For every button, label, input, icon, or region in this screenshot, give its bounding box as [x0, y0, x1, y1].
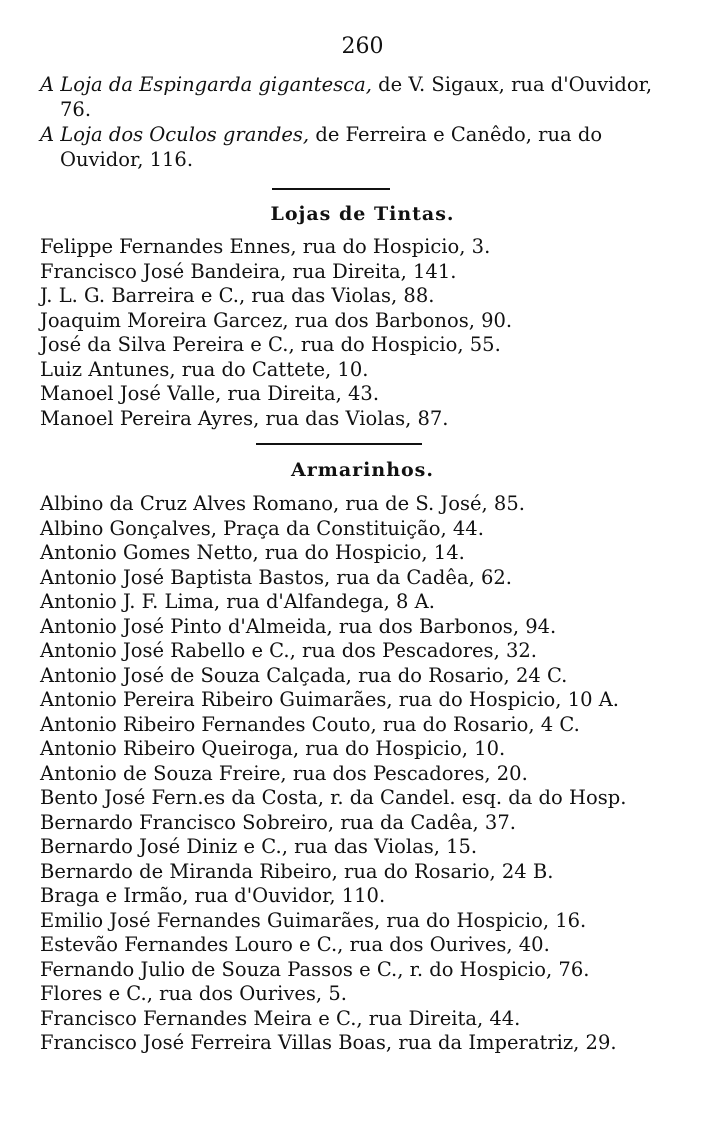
list-item: Bernardo de Miranda Ribeiro, rua do Rosario, 24 B. — [40, 859, 554, 883]
list-item: Felippe Fernandes Ennes, rua do Hospicio, 3. — [40, 235, 491, 258]
list-item: Antonio José Baptista Bastos, rua da Cadêa, 62. — [40, 565, 512, 589]
list-item: Albino Gonçalves, Praça da Constituição, 44. — [40, 516, 484, 540]
list-item: Albino da Cruz Alves Romano, rua de S. José, 85. — [40, 492, 525, 515]
section-heading-armarinhos: Armarinhos. — [290, 459, 434, 481]
intro-entry — [40, 123, 685, 172]
list-item: Antonio de Souza Freire, rua dos Pescadores, 20. — [40, 761, 528, 785]
section-divider — [272, 188, 390, 190]
list-item: Francisco Fernandes Meira e C., rua Direita, 44. — [40, 1006, 521, 1030]
intro-entry — [40, 73, 685, 122]
list-item: Luiz Antunes, rua do Cattete, 10. — [40, 357, 369, 381]
list-item: J. L. G. Barreira e C., rua das Violas, 88. — [40, 284, 435, 307]
list-item: Antonio José Pinto d'Almeida, rua dos Barbonos, 94. — [40, 614, 557, 638]
list-item: Manoel Pereira Ayres, rua das Violas, 87. — [40, 406, 449, 430]
shop-details: de Ferreira e Canêdo, rua do Ouvidor, 116. — [60, 123, 603, 171]
list-item: Braga e Irmão, rua d'Ouvidor, 110. — [40, 884, 386, 907]
shop-name: A Loja dos Oculos grandes, — [40, 123, 310, 146]
shop-name: A Loja da Espingarda gigantesca, — [40, 73, 372, 96]
shop-details: de V. Sigaux, rua d'Ouvidor, 76. — [60, 73, 653, 121]
list-item: Antonio Pereira Ribeiro Guimarães, rua do Hospicio, 10 A. — [40, 688, 619, 711]
list-item: Francisco José Ferreira Villas Boas, rua da Imperatriz, 29. — [40, 1031, 617, 1054]
section-divider — [256, 443, 422, 445]
list-item: Estevão Fernandes Louro e C., rua dos Ourives, 40. — [40, 933, 550, 956]
list-item: Bernardo José Diniz e C., rua das Violas, 15. — [40, 835, 478, 858]
section-heading-tintas: Lojas de Tintas. — [270, 203, 455, 225]
list-item: Antonio Ribeiro Queiroga, rua do Hospicio, 10. — [40, 737, 506, 760]
list-item: Francisco José Bandeira, rua Direita, 141. — [40, 259, 457, 283]
list-item: Bento José Fern.es da Costa, r. da Candel. esq. da do Hosp. — [40, 786, 627, 809]
list-item: Antonio Gomes Netto, rua do Hospicio, 14. — [40, 541, 465, 564]
list-item: Antonio José Rabello e C., rua dos Pescadores, 32. — [40, 639, 537, 662]
list-item: Manoel José Valle, rua Direita, 43. — [40, 382, 380, 405]
page-number: 260 — [341, 34, 384, 59]
list-item: Bernardo Francisco Sobreiro, rua da Cadêa, 37. — [40, 810, 516, 834]
list-item: Joaquim Moreira Garcez, rua dos Barbonos, 90. — [40, 308, 513, 332]
list-item: Antonio J. F. Lima, rua d'Alfandega, 8 A. — [40, 590, 435, 613]
list-item: Fernando Julio de Souza Passos e C., r. do Hospicio, 76. — [40, 957, 590, 981]
list-item: Emilio José Fernandes Guimarães, rua do Hospicio, 16. — [40, 908, 587, 932]
list-item: Flores e C., rua dos Ourives, 5. — [40, 982, 347, 1005]
list-item: José da Silva Pereira e C., rua do Hospicio, 55. — [40, 333, 501, 356]
list-item: Antonio Ribeiro Fernandes Couto, rua do Rosario, 4 C. — [40, 712, 580, 736]
list-item: Antonio José de Souza Calçada, rua do Rosario, 24 C. — [40, 663, 568, 687]
